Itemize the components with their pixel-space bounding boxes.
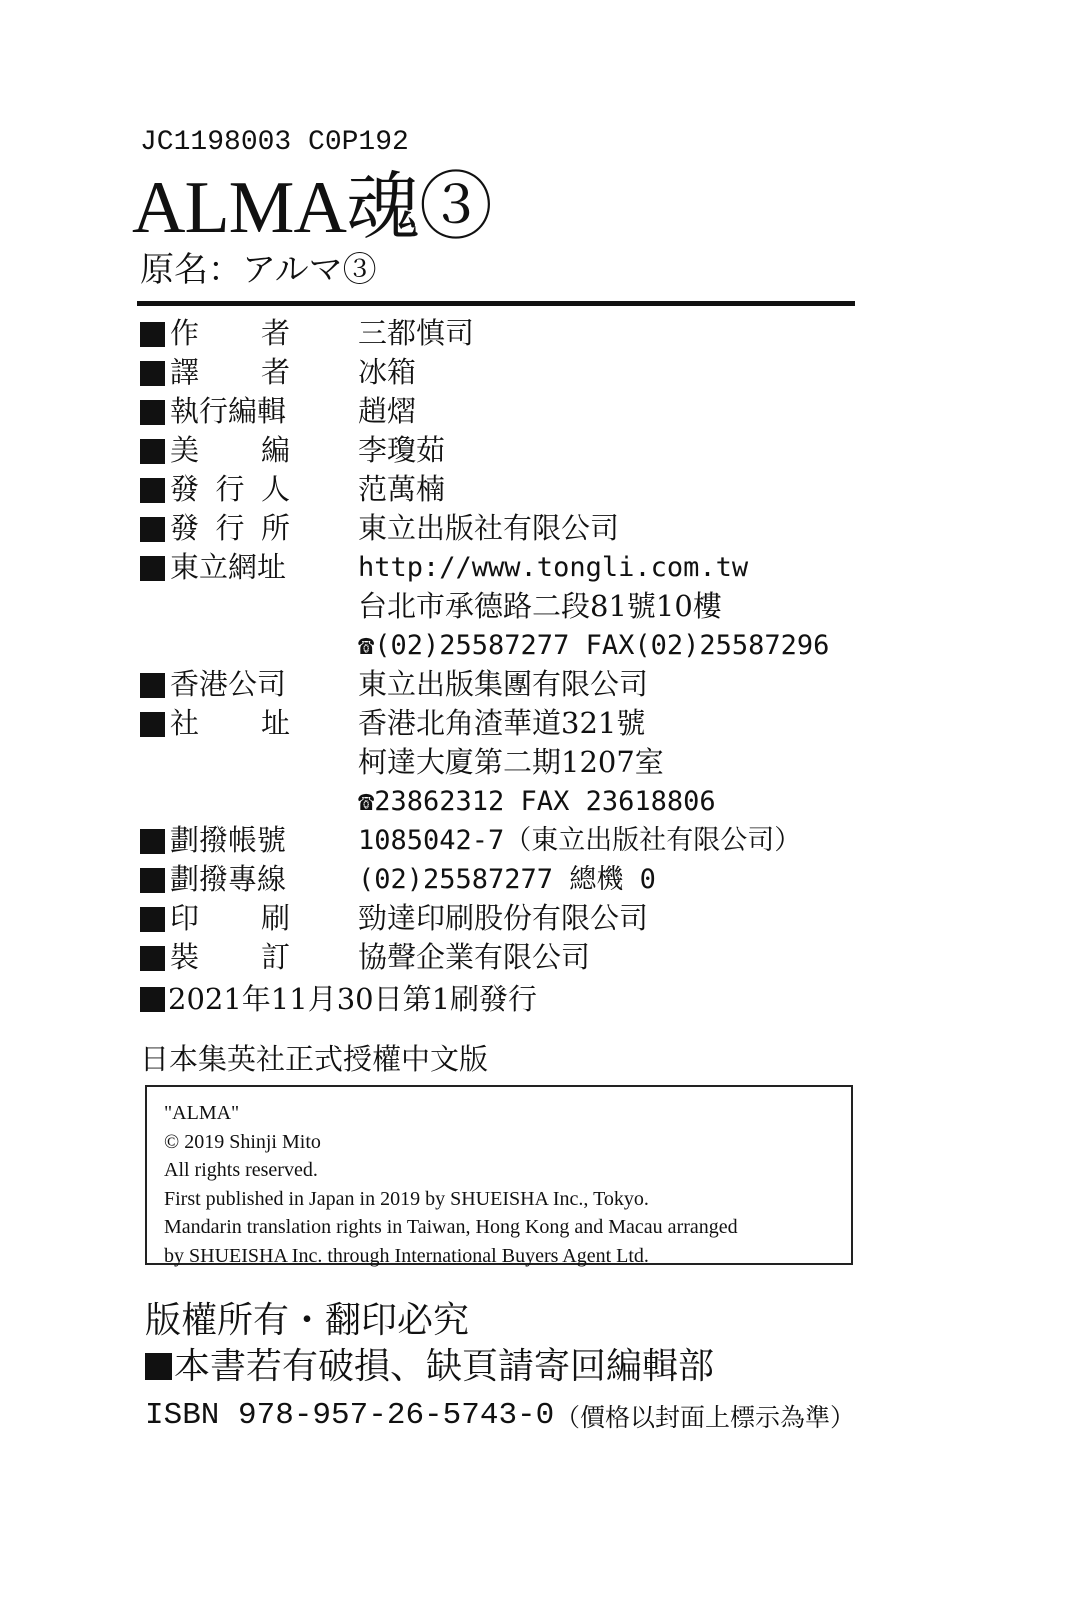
bullet-square-icon bbox=[145, 1353, 172, 1380]
credit-label-part: 發 bbox=[170, 511, 200, 545]
credit-value: 柯達大廈第二期1207室 bbox=[358, 745, 664, 779]
credit-label-part: 社 bbox=[170, 706, 200, 740]
credit-value: ☎(02)25587277 FAX(02)25587296 bbox=[358, 630, 830, 661]
damage-notice bbox=[145, 1346, 714, 1388]
credit-label bbox=[170, 314, 290, 353]
credit-label-part: 美 bbox=[170, 433, 200, 467]
credit-label bbox=[170, 548, 290, 587]
credit-label-part: 裝 bbox=[170, 940, 200, 974]
bullet-square-icon bbox=[140, 907, 165, 932]
credit-value: 協聲企業有限公司 bbox=[358, 940, 591, 974]
credit-label-part: 東立網址 bbox=[170, 550, 287, 584]
credit-label-part: 者 bbox=[260, 316, 290, 350]
credit-label-part: 行 bbox=[215, 511, 245, 545]
price-note: （價格以封面上標示為準） bbox=[555, 1403, 856, 1432]
license-line: "ALMA" bbox=[164, 1102, 240, 1124]
license-line: Mandarin translation rights in Taiwan, Hong Kong and Macau arranged bbox=[164, 1216, 738, 1238]
bullet-square-icon bbox=[140, 478, 165, 503]
credit-value: 香港北角渣華道321號 bbox=[358, 706, 646, 740]
bullet-square-icon bbox=[140, 439, 165, 464]
bullet-square-icon bbox=[140, 868, 165, 893]
credit-label bbox=[170, 704, 290, 743]
credit-label-part: 址 bbox=[260, 706, 290, 740]
issue-date-line bbox=[140, 980, 537, 1019]
credit-label-part: 編 bbox=[260, 433, 290, 467]
credit-value: (02)25587277 總機 0 bbox=[358, 864, 656, 895]
issue-date: 2021年11月30日第1刷發行 bbox=[168, 982, 538, 1016]
credit-value: ☎23862312 FAX 23618806 bbox=[358, 786, 716, 817]
book-title: ALMA魂③ bbox=[132, 167, 492, 249]
credit-label bbox=[170, 470, 290, 509]
bullet-square-icon bbox=[140, 673, 165, 698]
credit-label-part: 劃撥帳號 bbox=[170, 823, 287, 857]
credit-label-part: 發 bbox=[170, 472, 200, 506]
license-heading: 日本集英社正式授權中文版 bbox=[140, 1042, 489, 1076]
credit-label-part: 刷 bbox=[260, 901, 290, 935]
credit-label-part: 印 bbox=[170, 901, 200, 935]
original-title: 原名：アルマ③ bbox=[140, 250, 377, 290]
credit-value: 台北市承德路二段81號10樓 bbox=[358, 589, 722, 623]
credit-value: http://www.tongli.com.tw bbox=[358, 552, 749, 583]
credit-label-part: 訂 bbox=[260, 940, 290, 974]
credit-value: 東立出版社有限公司 bbox=[358, 511, 620, 545]
credit-label-part: 劃撥專線 bbox=[170, 862, 287, 896]
license-box bbox=[145, 1085, 853, 1265]
bullet-square-icon bbox=[140, 712, 165, 737]
bullet-square-icon bbox=[140, 946, 165, 971]
credit-label-part: 譯 bbox=[170, 355, 200, 389]
credit-value: 冰箱 bbox=[358, 355, 417, 389]
credit-value: 李瓊茹 bbox=[358, 433, 446, 467]
credit-value: 范萬楠 bbox=[358, 472, 446, 506]
credit-label-part: 執行編輯 bbox=[170, 394, 287, 428]
rights-statement: 版權所有・翻印必究 bbox=[145, 1300, 470, 1341]
credit-label bbox=[170, 509, 290, 548]
credit-label bbox=[170, 392, 290, 431]
credit-label bbox=[170, 860, 290, 899]
bullet-square-icon bbox=[140, 829, 165, 854]
license-line: by SHUEISHA Inc. through International Buyers Agent Ltd. bbox=[164, 1244, 649, 1267]
credit-label-part: 所 bbox=[260, 511, 290, 545]
credit-label-part: 者 bbox=[260, 355, 290, 389]
credit-label-part: 行 bbox=[215, 472, 245, 506]
catalog-code: JC1198003 C0P192 bbox=[140, 127, 409, 158]
credit-value: 三都慎司 bbox=[358, 316, 475, 350]
bullet-square-icon bbox=[140, 556, 165, 581]
credit-value: 1085042-7（東立出版社有限公司） bbox=[358, 825, 802, 856]
credit-label bbox=[170, 431, 290, 470]
credit-label bbox=[170, 899, 290, 938]
credit-label bbox=[170, 665, 290, 704]
credit-value: 趙熠 bbox=[358, 394, 417, 428]
bullet-square-icon bbox=[140, 400, 165, 425]
credit-label bbox=[170, 353, 290, 392]
credit-label bbox=[170, 938, 290, 977]
credit-label bbox=[170, 821, 290, 860]
title-divider bbox=[137, 301, 855, 306]
credit-label-part: 作 bbox=[170, 316, 200, 350]
license-line: © 2019 Shinji Mito bbox=[164, 1130, 321, 1153]
bullet-square-icon bbox=[140, 987, 165, 1012]
bullet-square-icon bbox=[140, 361, 165, 386]
bullet-square-icon bbox=[140, 517, 165, 542]
credit-label-part: 香港公司 bbox=[170, 667, 287, 701]
damage-notice-text: 本書若有破損、缺頁請寄回編輯部 bbox=[174, 1346, 715, 1387]
credit-value: 勁達印刷股份有限公司 bbox=[358, 901, 649, 935]
credit-value: 東立出版集團有限公司 bbox=[358, 667, 649, 701]
license-line: First published in Japan in 2019 by SHUEISHA Inc., Tokyo. bbox=[164, 1187, 649, 1210]
bullet-square-icon bbox=[140, 322, 165, 347]
isbn: ISBN 978-957-26-5743-0 bbox=[145, 1398, 555, 1433]
credit-label-part: 人 bbox=[260, 472, 290, 506]
license-line: All rights reserved. bbox=[164, 1159, 318, 1181]
